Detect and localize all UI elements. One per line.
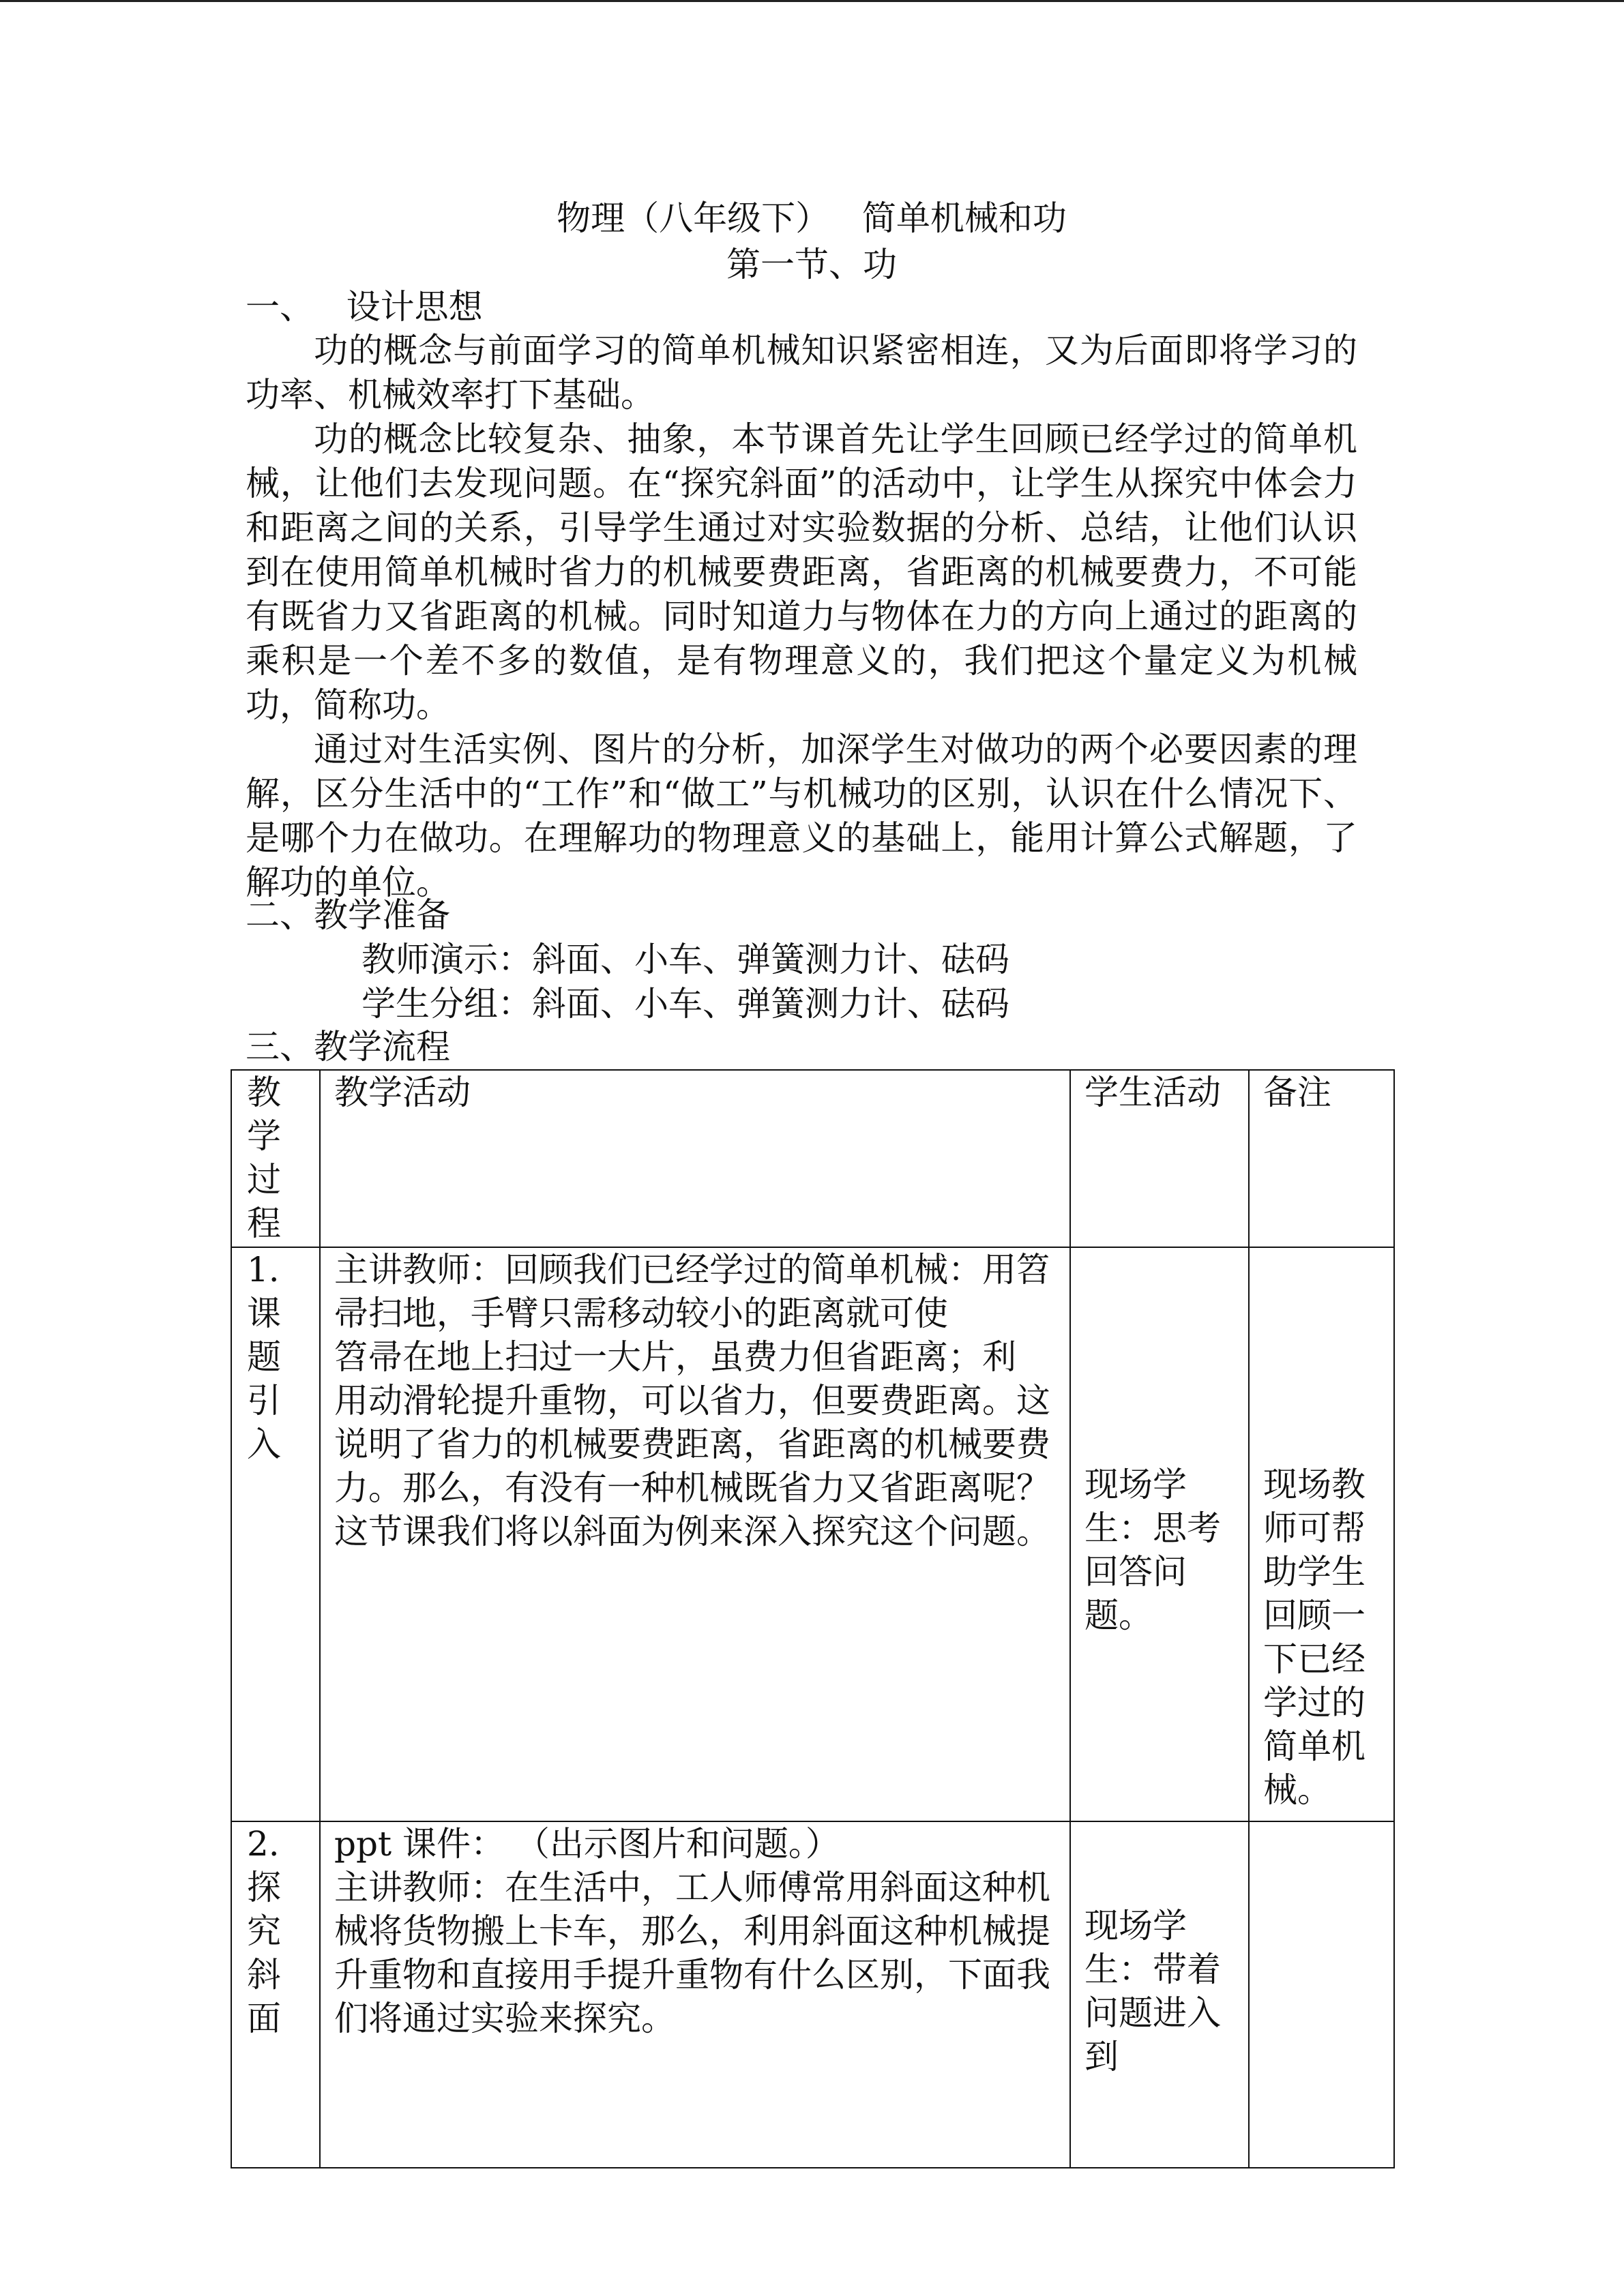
section-1-paragraph-2: 功的概念比较复杂、抽象，本节课首先让学生回顾已经学过的简单机械，让他们去发现问题。在“探究斜面”的活动中，让学生从探究中体会力和距离之间的关系，引导学生通过对实验数据的分析、总结，让他们认识到在使用简单机械时省力的机械要费距离，省距离的机械要费力，不可能有既省力又省距离的机械。同时知道力与物体在力的方向上通过的距离的乘积是一个差不多的数值，是有物理意义的，我们把这个量定义为机械功，简称功。	[246, 419, 1357, 725]
header-student-activity: 学生活动	[1070, 1070, 1249, 1247]
section-1-paragraph-1: 功的概念与前面学习的简单机械知识紧密相连，又为后面即将学习的功率、机械效率打下基础。	[246, 331, 1357, 415]
row-1-activity-line: 这节课我们将以斜面为例来深入探究这个问题。	[334, 1512, 1050, 1551]
table-header-row	[231, 1070, 1394, 1247]
row-2-activity-line: 主讲教师：在生活中，工人师傅常用斜面这种机械将货物搬上卡车，那么，利用斜面这种机械提升重物和直接用手提升重物有什么区别，下面我们将通过实验来探究。	[334, 1868, 1050, 2038]
teaching-flow-table	[231, 1069, 1395, 2168]
row-1-activity-line: 主讲教师：回顾我们已经学过的简单机械：用笤帚扫地，手臂只需移动较小的距离就可使	[334, 1250, 1050, 1333]
document-title: 物理（八年级下） 简单机械和功	[557, 198, 1067, 238]
row-1-stage: 1.课题引入	[231, 1247, 320, 1821]
section-3-heading: 三、教学流程	[246, 1027, 450, 1067]
section-1-heading: 一、 设计思想	[246, 287, 483, 327]
prep-student-item: 学生分组：斜面、小车、弹簧测力计、砝码	[361, 984, 1009, 1024]
top-border-line	[0, 0, 1624, 2]
row-2-notes	[1249, 1821, 1394, 2168]
document-subtitle: 第一节、功	[726, 245, 897, 284]
header-stage: 教学过程	[231, 1070, 320, 1247]
header-notes: 备注	[1249, 1070, 1394, 1247]
prep-teacher-item: 教师演示：斜面、小车、弹簧测力计、砝码	[361, 940, 1009, 979]
row-1-activity	[320, 1247, 1070, 1821]
section-2-heading: 二、教学准备	[246, 895, 450, 935]
table-row	[231, 1247, 1394, 1821]
row-2-student-activity: 现场学生：带着问题进入到	[1070, 1821, 1249, 2168]
row-2-activity-line: ppt 课件： （出示图片和问题。）	[334, 1824, 840, 1864]
row-1-activity-line: 笤帚在地上扫过一大片，虽费力但省距离；利	[334, 1337, 1016, 1377]
row-1-notes: 现场教师可帮助学生回顾一下已经学过的简单机械。	[1249, 1247, 1394, 1821]
row-1-activity-line: 用动滑轮提升重物，可以省力，但要费距离。这说明了省力的机械要费距离，省距离的机械要费力。那么，有没有一种机械既省力又省距离呢？	[334, 1381, 1050, 1508]
row-2-stage: 2.探究斜面	[231, 1821, 320, 2168]
header-activity: 教学活动	[320, 1070, 1070, 1247]
table-row	[231, 1821, 1394, 2168]
section-1-paragraph-3: 通过对生活实例、图片的分析，加深学生对做功的两个必要因素的理解，区分生活中的“工作”和“做工”与机械功的区别，认识在什么情况下、是哪个力在做功。在理解功的物理意义的基础上，能用计算公式解题，了解功的单位。	[246, 730, 1357, 902]
row-1-student-activity: 现场学生：思考回答问题。	[1070, 1247, 1249, 1821]
row-2-activity	[320, 1821, 1070, 2168]
